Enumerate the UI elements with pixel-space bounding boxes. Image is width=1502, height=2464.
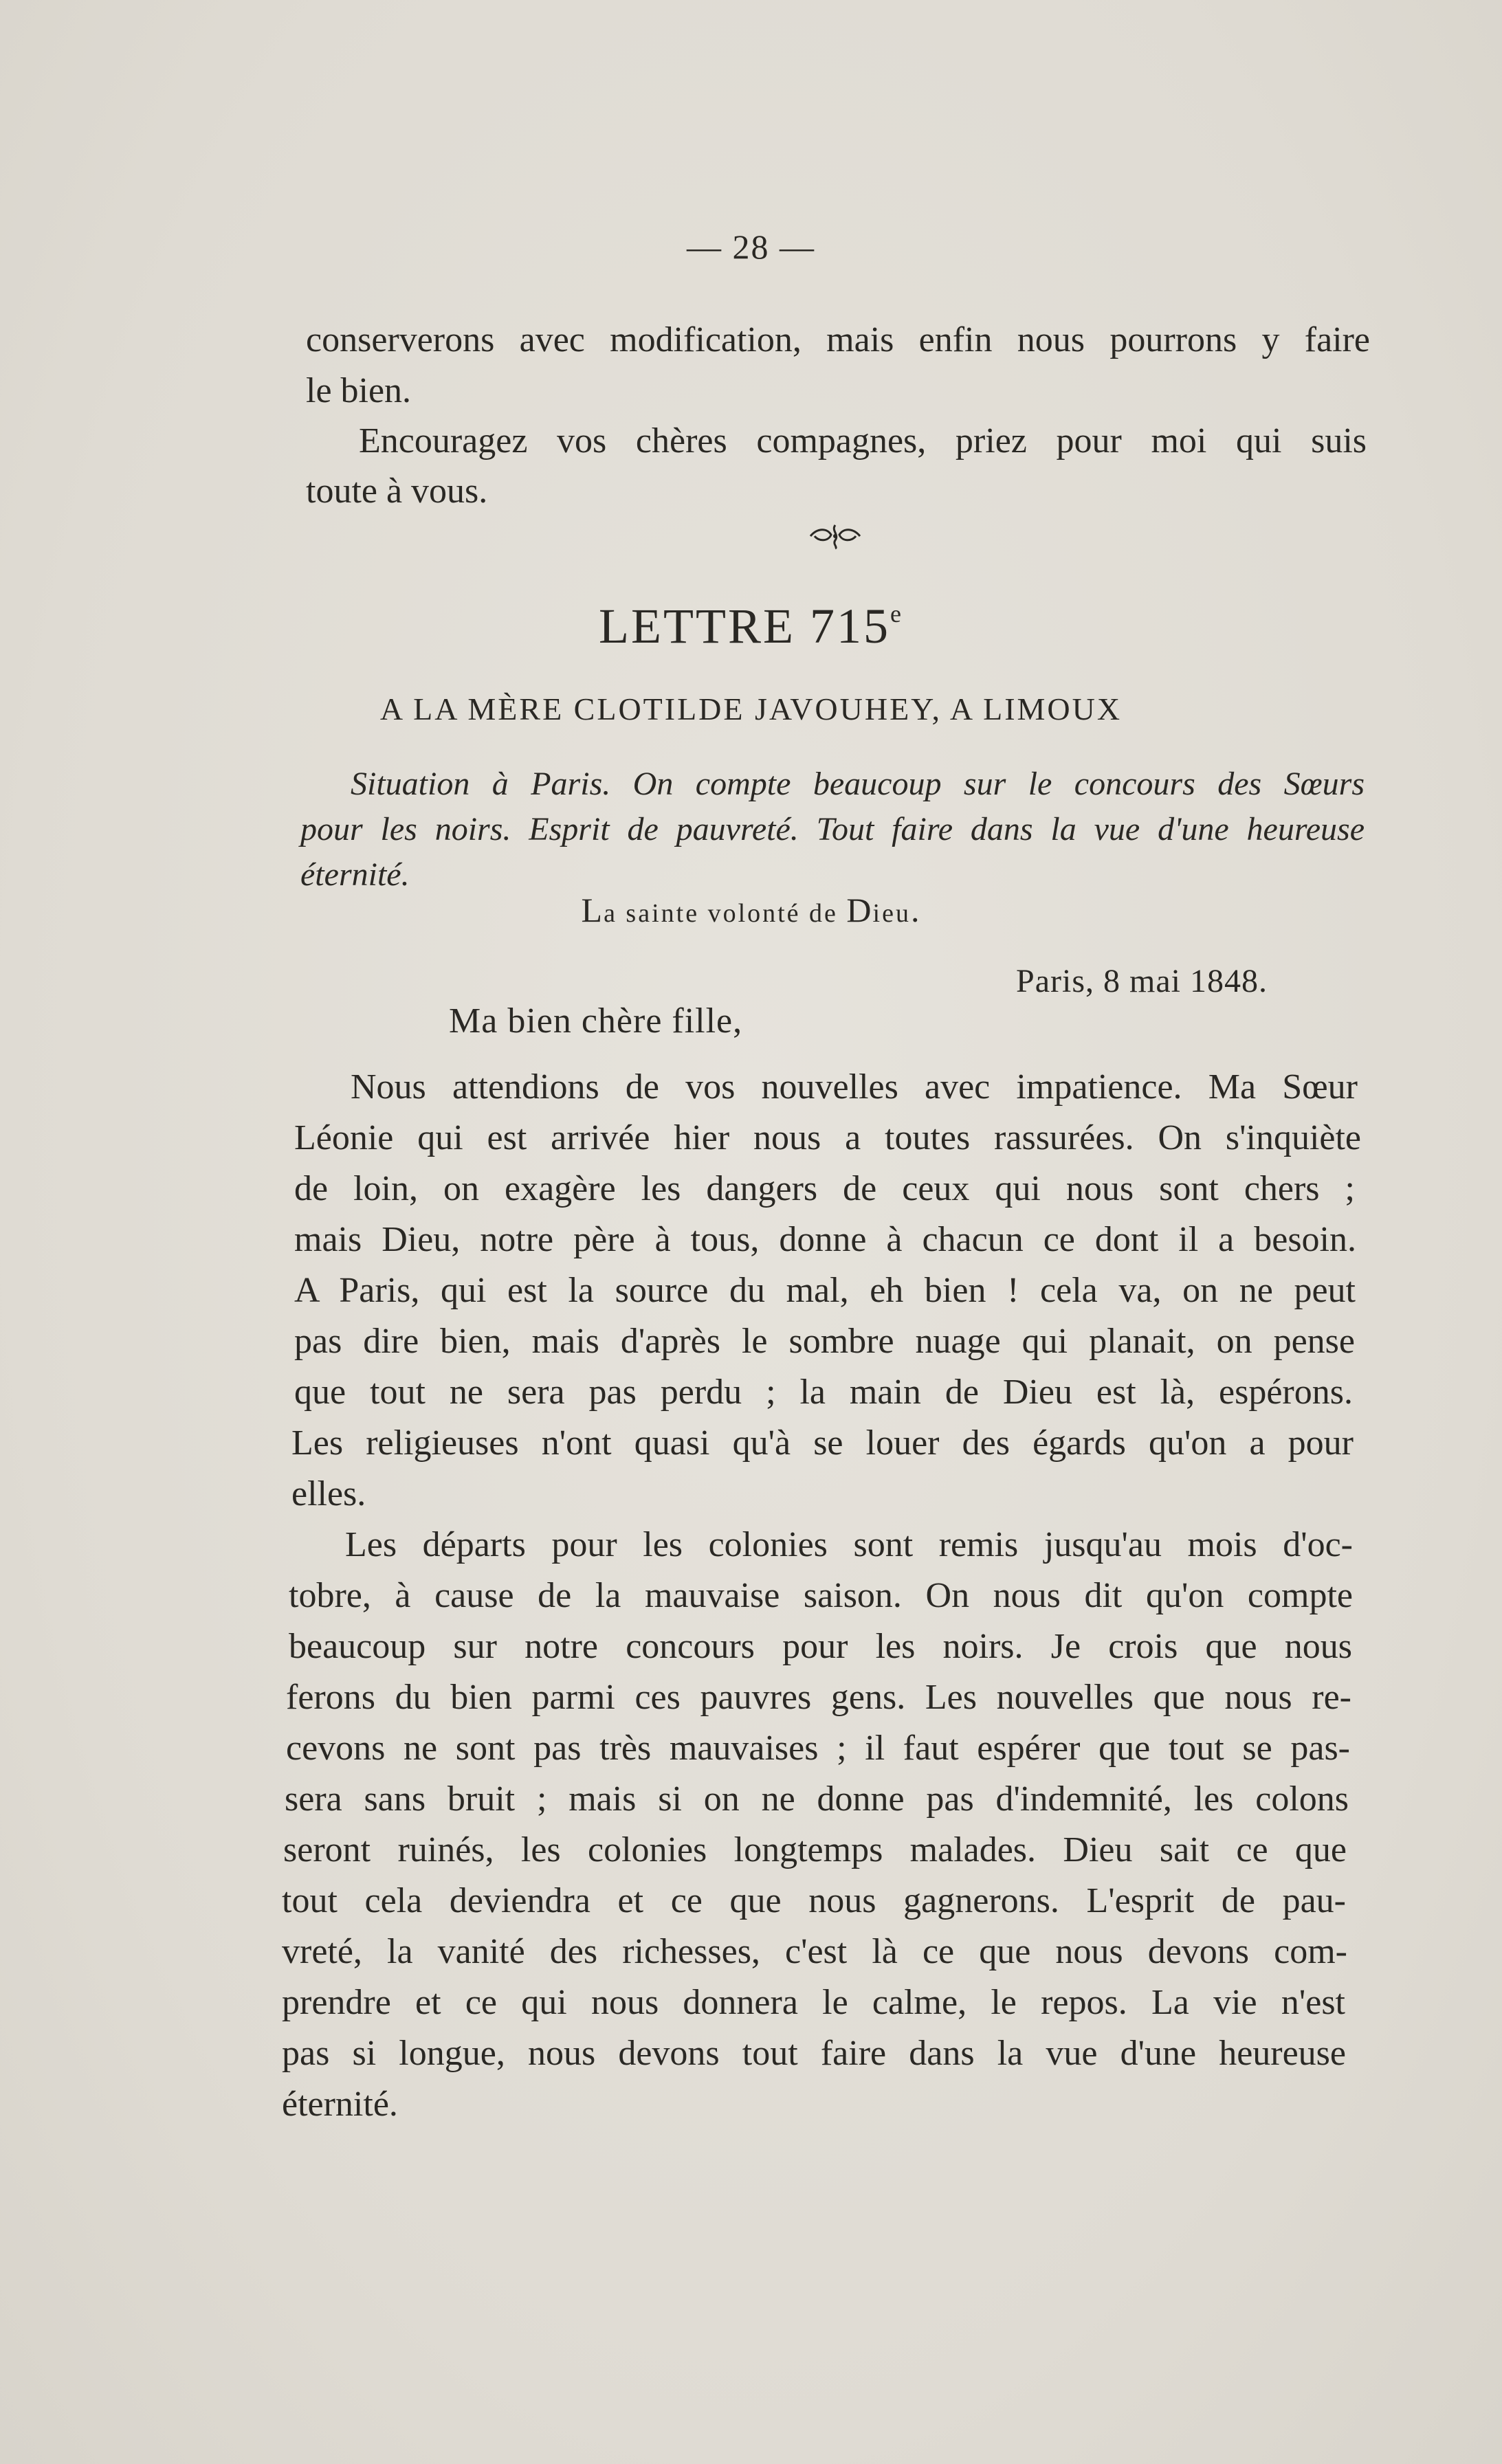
text-line: Nous attendions de vos nouvelles avec impatience. Ma Sœur: [351, 1067, 1358, 1107]
text-line: toute à vous.: [306, 471, 488, 511]
letter-summary-line: éternité.: [300, 856, 410, 893]
text-line: mais Dieu, notre père à tous, donne à chacun ce dont il a besoin.: [294, 1220, 1356, 1259]
text-line: tout cela deviendra et ce que nous gagnerons. L'esprit de pau-: [282, 1881, 1346, 1920]
text-line: cevons ne sont pas très mauvaises ; il faut espérer que tout se pas-: [286, 1729, 1350, 1768]
letter-date: Paris, 8 mai 1848.: [1016, 963, 1268, 999]
page-number: — 28 —: [687, 227, 815, 266]
text-line: Léonie qui est arrivée hier nous a toutes rassurées. On s'inquiète: [294, 1118, 1361, 1157]
text-line: éternité.: [282, 2085, 398, 2124]
letter-motto: La sainte volonté de Dieu.: [581, 891, 921, 929]
text-line: Les départs pour les colonies sont remis jusqu'au mois d'oc-: [345, 1525, 1353, 1564]
fleuron-ornament-icon: [808, 522, 863, 550]
letter-summary-line: Situation à Paris. On compte beaucoup sur le concours des Sœurs: [351, 766, 1365, 802]
letter-title: [0, 598, 1502, 655]
letter-recipient: A LA MÈRE CLOTILDE JAVOUHEY, A LIMOUX: [379, 691, 1123, 726]
text-line: pas dire bien, mais d'après le sombre nuage qui planait, on pense: [294, 1322, 1355, 1361]
text-line: prendre et ce qui nous donnera le calme, le repos. La vie n'est: [282, 1983, 1345, 2022]
text-line: conserverons avec modification, mais enfin nous pourrons y faire: [306, 320, 1370, 359]
letter-title-suffix: e: [890, 600, 903, 628]
letter-title-text: LETTRE 715: [599, 599, 890, 654]
text-line: Encouragez vos chères compagnes, priez pour moi qui suis: [359, 421, 1367, 460]
text-line: A Paris, qui est la source du mal, eh bien ! cela va, on ne peut: [294, 1271, 1356, 1310]
text-line: pas si longue, nous devons tout faire dans la vue d'une heureuse: [282, 2034, 1346, 2073]
text-line: de loin, on exagère les dangers de ceux qui nous sont chers ;: [294, 1169, 1355, 1208]
text-line: beaucoup sur notre concours pour les noirs. Je crois que nous: [289, 1627, 1352, 1666]
text-line: le bien.: [306, 371, 412, 410]
letter-salutation: Ma bien chère fille,: [449, 1001, 743, 1041]
text-line: ferons du bien parmi ces pauvres gens. Les nouvelles que nous re-: [286, 1678, 1351, 1717]
text-line: seront ruinés, les colonies longtemps malades. Dieu sait ce que: [283, 1830, 1347, 1869]
text-line: elles.: [291, 1474, 366, 1513]
text-line: vreté, la vanité des richesses, c'est là ce que nous devons com-: [282, 1932, 1347, 1971]
letter-summary-line: pour les noirs. Esprit de pauvreté. Tout faire dans la vue d'une heureuse: [300, 811, 1365, 847]
text-line: que tout ne sera pas perdu ; la main de Dieu est là, espérons.: [294, 1373, 1353, 1412]
text-line: tobre, à cause de la mauvaise saison. On nous dit qu'on compte: [289, 1576, 1353, 1615]
text-line: Les religieuses n'ont quasi qu'à se louer des égards qu'on a pour: [291, 1423, 1354, 1463]
text-line: sera sans bruit ; mais si on ne donne pas d'indemnité, les colons: [285, 1779, 1349, 1819]
